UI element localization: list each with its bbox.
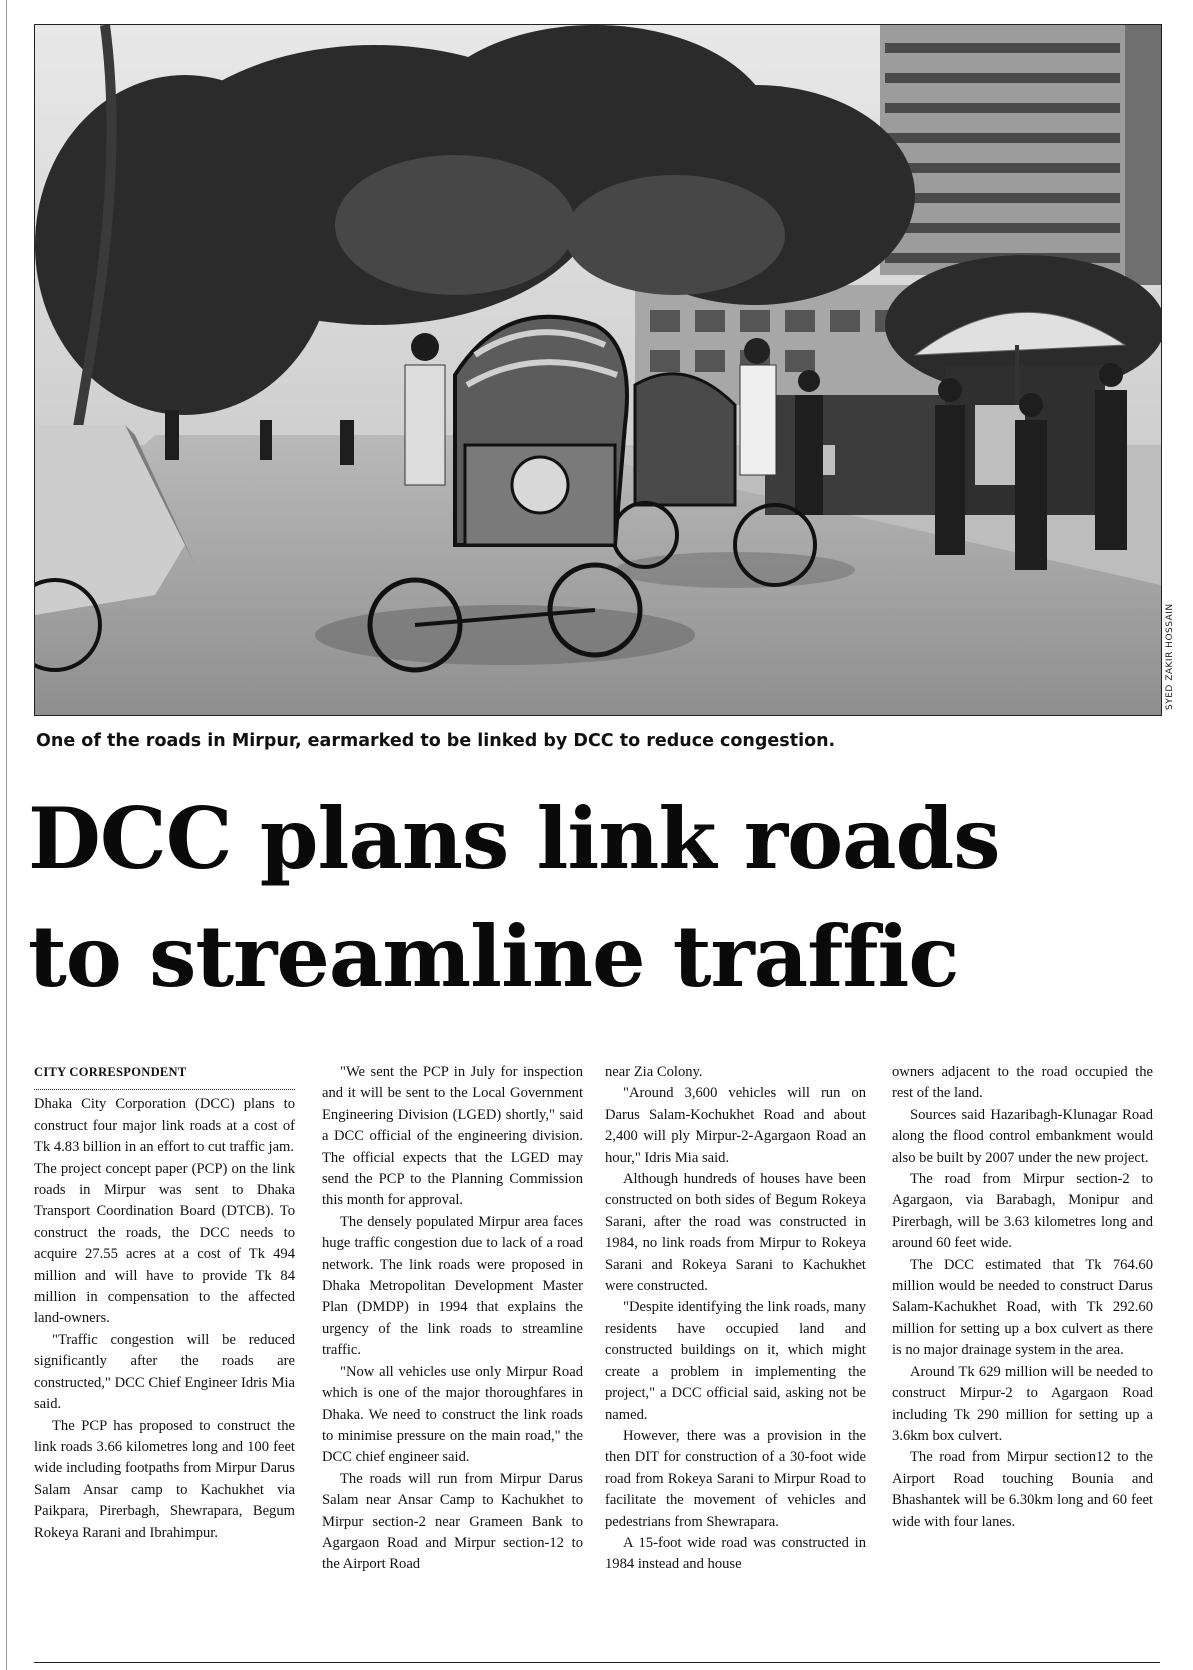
photo-credit: SYED ZAKIR HOSSAIN: [1165, 603, 1175, 710]
paragraph: The roads will run from Mirpur Darus Salam near Ansar Camp to Kachukhet to Mirpur section-2 near Grameen Bank to Agargaon Road and Mirpur section-12 to the Airport Road: [322, 1470, 583, 1573]
headline-line-2: to streamline traffic: [28, 907, 959, 1006]
rickshaw-street-photo: [35, 25, 1161, 715]
paragraph: owners adjacent to the road occupied the rest of the land.: [892, 1064, 1153, 1102]
paragraph: "We sent the PCP in July for inspection and it will be sent to the Local Government Engineering Division (LGED) shortly," said a DCC official of the engineering division. The official expects that the LGED may send the PCP to the Planning Commission this month for approval.: [322, 1064, 583, 1209]
paragraph: The DCC estimated that Tk 764.60 million would be needed to construct Darus Salam-Kachukhet Road, with Tk 292.60 million for setting up a box culvert as there is no major drainage system in the area.: [892, 1256, 1153, 1359]
paragraph: Although hundreds of houses have been constructed on both sides of Begum Rokeya Sarani, after the road was constructed in 1984, no link roads from Mirpur to Rokeya Sarani and Rokeya Sarani to Kachukhet were constructed.: [605, 1171, 866, 1295]
paragraph: "Around 3,600 vehicles will run on Darus Salam-Kochukhet Road and about 2,400 will ply Mirpur-2-Agargaon Road an hour," Idris Mia said.: [605, 1085, 866, 1166]
column-3: [605, 1062, 866, 1576]
paragraph: However, there was a provision in the then DIT for construction of a 30-foot wide road from Rokeya Sarani to Mirpur Road to facilitate the movement of vehicles and pedestrians from Shewrapara.: [605, 1427, 866, 1530]
headline-line-1: DCC plans link roads: [28, 789, 1000, 888]
byline-divider: [34, 1089, 295, 1090]
paragraph: Sources said Hazaribagh-Klunagar Road along the flood control embankment would also be built by 2007 under the new project.: [892, 1106, 1153, 1166]
column-1: [34, 1062, 295, 1544]
paragraph: near Zia Colony.: [605, 1064, 703, 1080]
photo-caption: One of the roads in Mirpur, earmarked to be linked by DCC to reduce congestion.: [36, 731, 836, 751]
paragraph: The project concept paper (PCP) on the link roads in Mirpur was sent to Dhaka Transport Coordination Board (DTCB). To construct the roads, the DCC needs to acquire 27.55 acres at a cost of Tk 494 million and will have to provide Tk 84 million in compensation to the affected land-owners.: [34, 1160, 295, 1327]
paragraph: The road from Mirpur section12 to the Airport Road touching Bounia and Bhashantek will be 6.30km long and 60 feet wide with four lanes.: [892, 1449, 1153, 1530]
page-margin-rule: [6, 0, 7, 1670]
paragraph: The road from Mirpur section-2 to Agargaon, via Barabagh, Monipur and Pirerbagh, will be 3.63 kilometres long and around 60 feet wide.: [892, 1171, 1153, 1252]
column-4: [892, 1062, 1153, 1533]
paragraph: A 15-foot wide road was constructed in 1984 instead and house: [605, 1534, 866, 1573]
byline: CITY CORRESPONDENT: [34, 1065, 187, 1079]
paragraph: Around Tk 629 million will be needed to construct Mirpur-2 to Agargaon Road including Tk 290 million for setting up a 3.6km box culvert.: [892, 1363, 1153, 1444]
paragraph: The PCP has proposed to construct the link roads 3.66 kilometres long and 100 feet wide including footpaths from Mirpur Darus Salam Ansar camp to Kachukhet via Paikpara, Pirerbagh, Shewrapara, Begum Rokeya Rarani and Ibrahimpur.: [34, 1417, 295, 1541]
news-photo: [34, 24, 1162, 716]
article-body: [34, 1062, 1160, 1632]
office-building: [880, 25, 1161, 285]
paragraph: "Traffic congestion will be reduced significantly after the roads are constructed," DCC Chief Engineer Idris Mia said.: [34, 1331, 295, 1413]
paragraph: "Despite identifying the link roads, many residents have occupied land and constructed buildings on it, which might create a problem in implementing the project," a DCC official said, asking not be named.: [605, 1299, 866, 1423]
paragraph: The densely populated Mirpur area faces huge traffic congestion due to lack of a road network. The link roads were proposed in Dhaka Metropolitan Development Master Plan (DMDP) in 1994 that explains the urgency of the link roads to streamline traffic.: [322, 1213, 583, 1359]
column-2: [322, 1062, 583, 1576]
paragraph: "Now all vehicles use only Mirpur Road which is one of the major thoroughfares in Dhaka. We need to construct the link roads to minimise pressure on the main road," the DCC chief engineer said.: [322, 1363, 583, 1466]
headline: [28, 780, 1178, 1016]
paragraph: Dhaka City Corporation (DCC) plans to construct four major link roads at a cost of Tk 4.83 billion in an effort to cut traffic jam.: [34, 1096, 295, 1156]
bottom-rule: [34, 1662, 1160, 1663]
